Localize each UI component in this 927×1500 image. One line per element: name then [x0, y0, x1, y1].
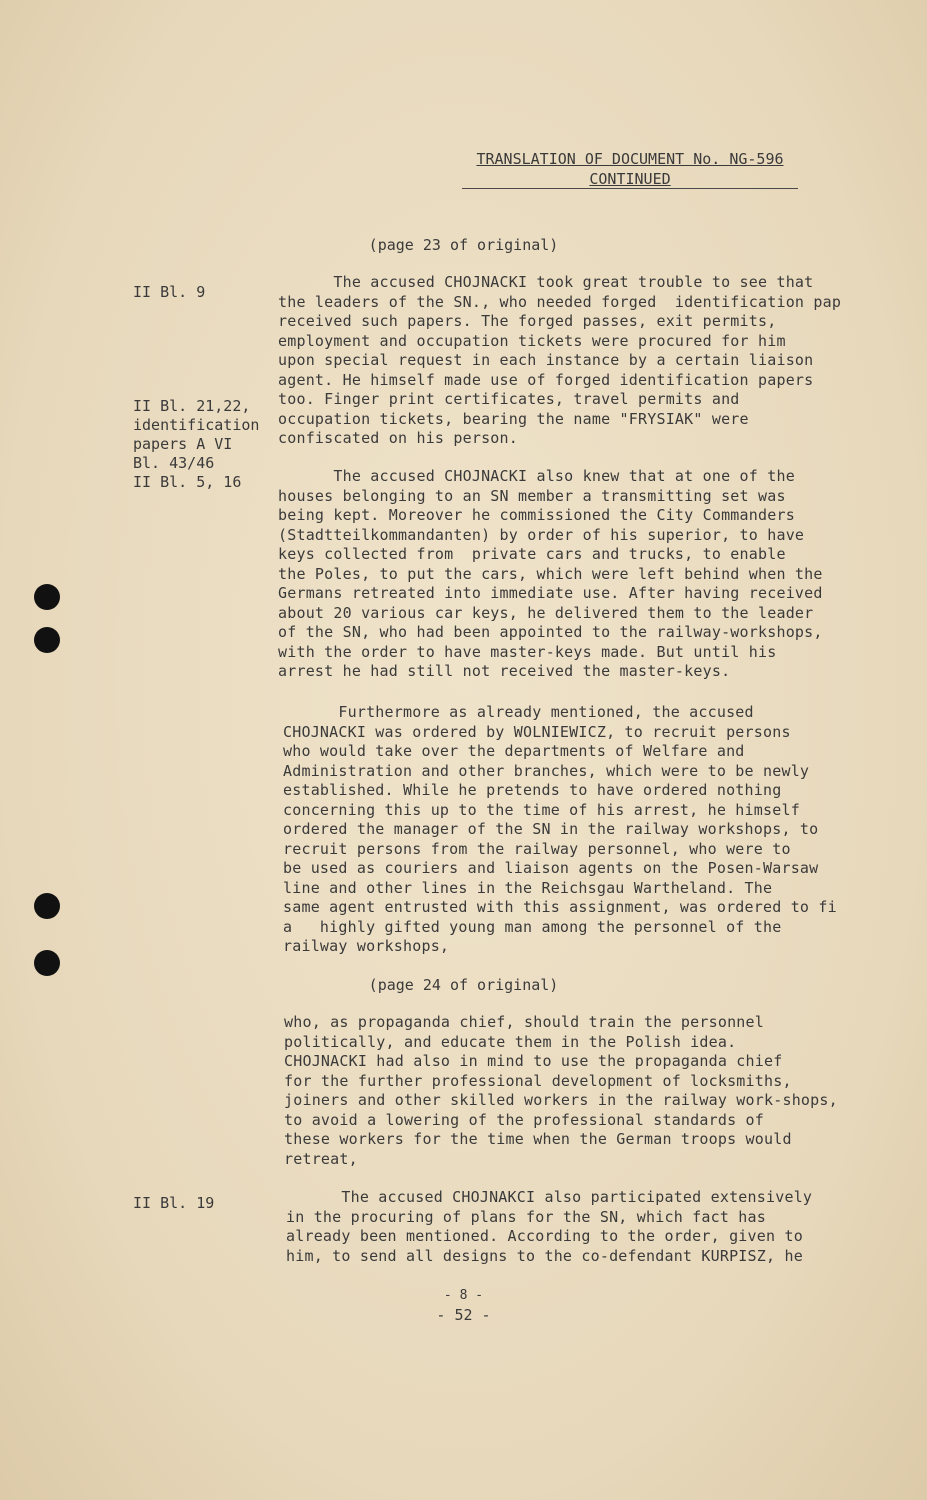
header-continued: CONTINUED	[589, 170, 671, 188]
header-rule	[462, 188, 798, 189]
document-header	[462, 150, 798, 189]
punch-hole-4	[34, 950, 60, 976]
margin-note-3: II Bl. 19	[133, 1194, 215, 1212]
paragraph-5: The accused CHOJNAKCI also participated extensively in the procuring of plans for the SN, which fact has already been mentioned. According to the order, given to him, to send all designs to the co-defendant KURPISZ, he	[286, 1188, 813, 1265]
paragraph-3: Furthermore as already mentioned, the accused CHOJNACKI was ordered by WOLNIEWICZ, to recruit persons who would take over the departments of Welfare and Administration and other branches, which were to be newly established. While he pretends to have ordered nothing concerning this up to the time of his arrest, he himself ordered the manager of the SN in the railway workshops, to recruit persons from the railway personnel, who were to be used as couriers and liaison agents on the Posen-Warsaw line and other lines in the Reichsgau Wartheland. The same agent entrusted with this assignment, was ordered to fi a highly gifted young man among the personnel of the railway workshops,	[283, 703, 837, 955]
footer-page-number: - 8 -	[443, 1288, 484, 1303]
punch-hole-2	[34, 627, 60, 653]
paragraph-1: The accused CHOJNACKI took great trouble to see that the leaders of the SN., who needed forged identification pap received such papers. The forged passes, exit permits, employment and occupation tickets were procured for him upon special request in each instance by a certain liaison agent. He himself made use of forged identification papers too. Finger print certificates, travel permits and occupation tickets, bearing the name "FRYSIAK" were confiscated on his person.	[278, 273, 842, 447]
footer-sheet-number: - 52 -	[436, 1306, 491, 1324]
paragraph-2: The accused CHOJNACKI also knew that at one of the houses belonging to an SN member a transmitting set was being kept. Moreover he commissioned the City Commanders (Stadtteilkommandanten) by order of his superior, to have keys collected from private cars and trucks, to enable the Poles, to put the cars, which were left behind when the Germans retreated into immediate use. After having received about 20 various car keys, he delivered them to the leader of the SN, who had been appointed to the railway-workshops, with the order to have master-keys made. But until his arrest he had still not received the master-keys.	[278, 467, 823, 680]
header-title: TRANSLATION OF DOCUMENT No. NG-596	[476, 150, 784, 168]
punch-hole-1	[34, 584, 60, 610]
margin-note-1: II Bl. 9	[133, 283, 206, 301]
page-ref-23: (page 23 of original)	[368, 236, 559, 254]
margin-note-2: II Bl. 21,22, identification papers A VI Bl. 43/46 II Bl. 5, 16	[133, 397, 260, 491]
punch-hole-3	[34, 893, 60, 919]
paragraph-4: who, as propaganda chief, should train the personnel politically, and educate them in the Polish idea. CHOJNACKI had also in mind to use the propaganda chief for the further professional development of locksmiths, joiners and other skilled workers in the railway work-shops, to avoid a lowering of the professional standards of these workers for the time when the German troops would retreat,	[284, 1013, 838, 1168]
page-ref-24: (page 24 of original)	[368, 976, 559, 994]
